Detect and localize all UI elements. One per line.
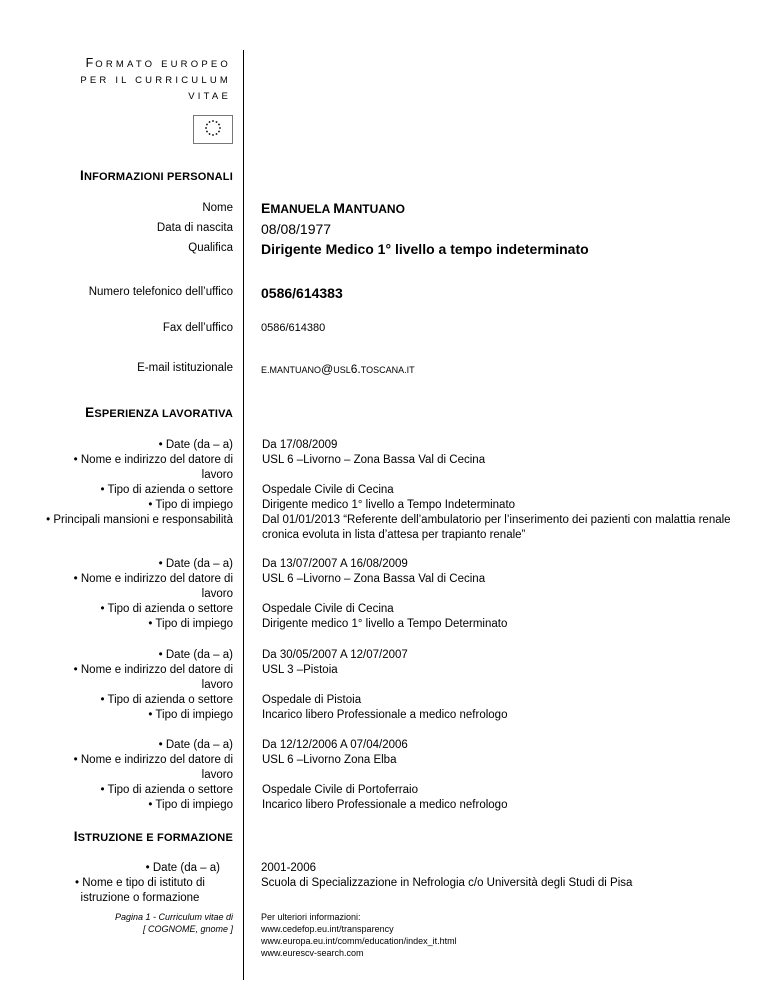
edu-labels: • Date (da – a) • Nome e tipo di istituto di istruzione o formazione (75, 862, 220, 904)
job3-values: Da 30/05/2007 A 12/07/2007 USL 3 –Pistoia Ospedale di Pistoia Incarico libero Professionale a medico nefrologo (262, 649, 508, 721)
job1-values: Da 17/08/2009 USL 6 –Livorno – Zona Bassa Val di Cecina Ospedale Civile di Cecina Dirigente medico 1° livello a Tempo Indeterminato Dal 01/01/2013 “Referente dell’ambulatorio per l’inserimento dei pazienti con malattia renale cronica evoluta in lista d’attesa per trapianto renale” (262, 439, 731, 541)
job4-values: Da 12/12/2006 A 07/04/2006 USL 6 –Livorno Zona Elba Ospedale Civile di Portoferraio Incarico libero Professionale a medico nefrologo (262, 739, 508, 811)
job3-labels: • Date (da – a) • Nome e indirizzo del datore di lavoro • Tipo di azienda o settore • Tipo di impiego (73, 649, 233, 721)
section-education: ISTRUZIONE E FORMAZIONE (73, 829, 233, 844)
link-europa[interactable]: www.europa.eu.int/comm/education/index_it.html (261, 936, 457, 946)
section-personal-info: INFORMAZIONI PERSONALI (80, 168, 233, 183)
phone-value: 0586/614383 (261, 285, 343, 301)
fax-value: 0586/614380 (261, 322, 326, 334)
edu-values: 2001-2006 Scuola di Specializzazione in Nefrologia c/o Università degli Studi di Pisa (261, 862, 633, 889)
link-eurescv[interactable]: www.eurescv-search.com (261, 948, 364, 958)
fax-label: Fax dell’uffico (162, 322, 233, 334)
qualification-label: Qualifica (188, 242, 233, 254)
dob-value: 08/08/1977 (261, 221, 332, 237)
phone-label: Numero telefonico dell’uffico (88, 286, 233, 298)
section-work-experience: ESPERIENZA LAVORATIVA (85, 405, 233, 420)
full-name: EMANUELA MANTUANO (261, 200, 405, 216)
job2-labels: • Date (da – a) • Nome e indirizzo del datore di lavoro • Tipo di azienda o settore • Tipo di impiego (73, 558, 233, 630)
page-footer-right: Per ulteriori informazioni: www.cedefop.eu.int/transparency www.europa.eu.int/comm/education/index_it.html www.eurescv-search.com (261, 911, 661, 959)
eu-flag-logo (193, 115, 233, 144)
dob-label: Data di nascita (156, 222, 233, 234)
email-value[interactable]: E.MANTUANO@USL6.TOSCANA.IT (261, 362, 415, 376)
email-label: E-mail istituzionale (137, 362, 233, 374)
qualification-value: Dirigente Medico 1° livello a tempo indeterminato (261, 241, 589, 257)
eu-stars-icon (194, 116, 232, 143)
name-label: Nome (202, 202, 233, 214)
job4-labels: • Date (da – a) • Nome e indirizzo del datore di lavoro • Tipo di azienda o settore • Tipo di impiego (73, 739, 233, 811)
page-footer-left: Pagina 1 - Curriculum vitae di [ COGNOME, gnome ] (114, 912, 233, 934)
vertical-divider (243, 50, 244, 980)
document-title: FORMATO EUROPEO PER IL CURRICULUM VITAE (80, 56, 231, 102)
job1-labels: • Date (da – a) • Nome e indirizzo del datore di lavoro • Tipo di azienda o settore • Tipo di impiego • Principali mansioni e responsabilità (46, 439, 233, 526)
job2-values: Da 13/07/2007 A 16/08/2009 USL 6 –Livorno – Zona Bassa Val di Cecina Ospedale Civile di Cecina Dirigente medico 1° livello a Tempo Determinato (262, 558, 508, 630)
link-cedefop[interactable]: www.cedefop.eu.int/transparency (261, 924, 394, 934)
